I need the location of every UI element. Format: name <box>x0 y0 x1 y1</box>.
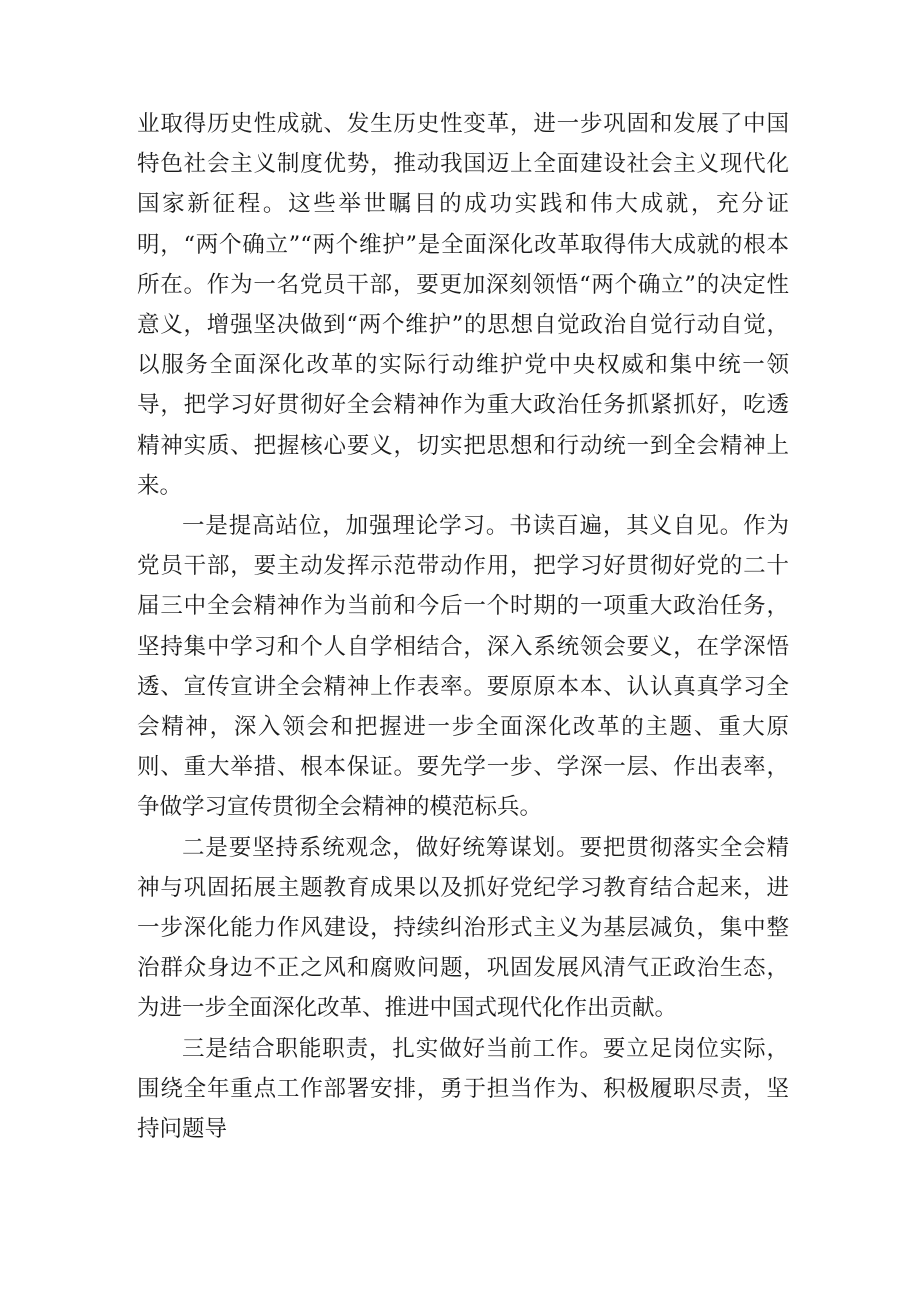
paragraph-point-one: 一是提高站位，加强理论学习。书读百遍，其义自见。作为党员干部，要主动发挥示范带动作用，把学习好贯彻好党的二十届三中全会精神作为当前和今后一个时期的一项重大政治任务，坚持集中学习和个人自学相结合，深入系统领会要义，在学深悟透、宣传宣讲全会精神上作表率。要原原本本、认认真真学习全会精神，深入领会和把握进一步全面深化改革的主题、重大原则、重大举措、根本保证。要先学一步、学深一层、作出表率，争做学习宣传贯彻全会精神的模范标兵。 <box>137 513 789 821</box>
paragraph-point-three: 三是结合职能职责，扎实做好当前工作。要立足岗位实际，围绕全年重点工作部署安排，勇于担当作为、积极履职尽责，坚持问题导 <box>137 1035 789 1143</box>
document-body <box>137 104 789 1149</box>
paragraph-continuation: 业取得历史性成就、发生历史性变革，进一步巩固和发展了中国特色社会主义制度优势，推动我国迈上全面建设社会主义现代化国家新征程。这些举世瞩目的成功实践和伟大成就，充分证明，“两个确立”“两个维护”是全面深化改革取得伟大成就的根本所在。作为一名党员干部，要更加深刻领悟“两个确立”的决定性意义，增强坚决做到“两个维护”的思想自觉政治自觉行动自觉，以服务全面深化改革的实际行动维护党中央权威和集中统一领导，把学习好贯彻好全会精神作为重大政治任务抓紧抓好，吃透精神实质、把握核心要义，切实把思想和行动统一到全会精神上来。 <box>137 111 789 499</box>
paragraph-point-two: 二是要坚持系统观念，做好统筹谋划。要把贯彻落实全会精神与巩固拓展主题教育成果以及抓好党纪学习教育结合起来，进一步深化能力作风建设，持续纠治形式主义为基层减负，集中整治群众身边不正之风和腐败问题，巩固发展风清气正政治生态，为进一步全面深化改革、推进中国式现代化作出贡献。 <box>137 834 789 1022</box>
